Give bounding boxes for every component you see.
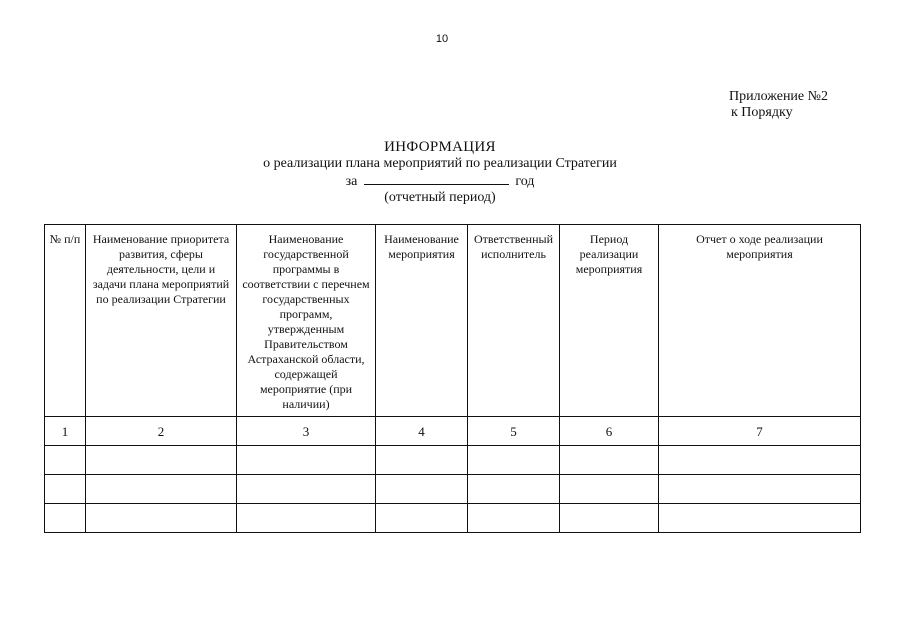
column-header-event: Наименование мероприятия <box>376 225 468 417</box>
period-note: (отчетный период) <box>384 190 496 205</box>
table-cell[interactable] <box>237 446 376 475</box>
document-heading <box>200 138 680 206</box>
column-header-executor: Ответственный исполнитель <box>468 225 560 417</box>
period-suffix: год <box>515 174 535 189</box>
column-number: 7 <box>659 417 861 446</box>
column-number: 2 <box>86 417 237 446</box>
document-title: ИНФОРМАЦИЯ <box>384 139 496 155</box>
table-row <box>45 475 861 504</box>
table-cell[interactable] <box>468 446 560 475</box>
table-row <box>45 504 861 533</box>
page-number: 10 <box>435 33 449 45</box>
table-cell[interactable] <box>376 475 468 504</box>
column-number: 5 <box>468 417 560 446</box>
table-cell[interactable] <box>86 446 237 475</box>
table-cell[interactable] <box>376 446 468 475</box>
table-row <box>45 446 861 475</box>
table-cell[interactable] <box>86 475 237 504</box>
table-cell[interactable] <box>659 475 861 504</box>
table-cell[interactable] <box>659 446 861 475</box>
table-cell[interactable] <box>659 504 861 533</box>
table-cell[interactable] <box>560 475 659 504</box>
appendix-line: Приложение №2 <box>729 89 828 104</box>
period-prefix: за <box>345 174 358 189</box>
table-cell[interactable] <box>45 504 86 533</box>
table-cell[interactable] <box>237 475 376 504</box>
column-header-number: № п/п <box>45 225 86 417</box>
table-cell[interactable] <box>560 446 659 475</box>
table-cell[interactable] <box>45 446 86 475</box>
column-number: 6 <box>560 417 659 446</box>
column-number: 4 <box>376 417 468 446</box>
column-number-row <box>45 417 861 446</box>
table-cell[interactable] <box>45 475 86 504</box>
table-header-row <box>45 225 861 417</box>
column-header-report: Отчет о ходе реализации мероприятия <box>659 225 861 417</box>
table-cell[interactable] <box>86 504 237 533</box>
column-header-program: Наименование государственной программы в соответствии с перечнем государственных программ, утвержденным Правительством Астраханской области, содержащей мероприятие (при наличии) <box>237 225 376 417</box>
column-number: 1 <box>45 417 86 446</box>
column-header-period: Период реализации мероприятия <box>560 225 659 417</box>
table-cell[interactable] <box>237 504 376 533</box>
period-blank-field[interactable] <box>364 172 509 185</box>
report-table <box>44 224 861 533</box>
table-body <box>45 446 861 533</box>
column-header-priority: Наименование приоритета развития, сферы деятельности, цели и задачи плана мероприятий по реализации Стратегии <box>86 225 237 417</box>
document-subtitle: о реализации плана мероприятий по реализации Стратегии <box>263 156 617 171</box>
table-cell[interactable] <box>468 475 560 504</box>
appendix-note <box>729 89 828 121</box>
table-cell[interactable] <box>468 504 560 533</box>
appendix-reference: к Порядку <box>731 105 793 120</box>
table-cell[interactable] <box>376 504 468 533</box>
table-cell[interactable] <box>560 504 659 533</box>
period-line <box>200 172 680 190</box>
column-number: 3 <box>237 417 376 446</box>
